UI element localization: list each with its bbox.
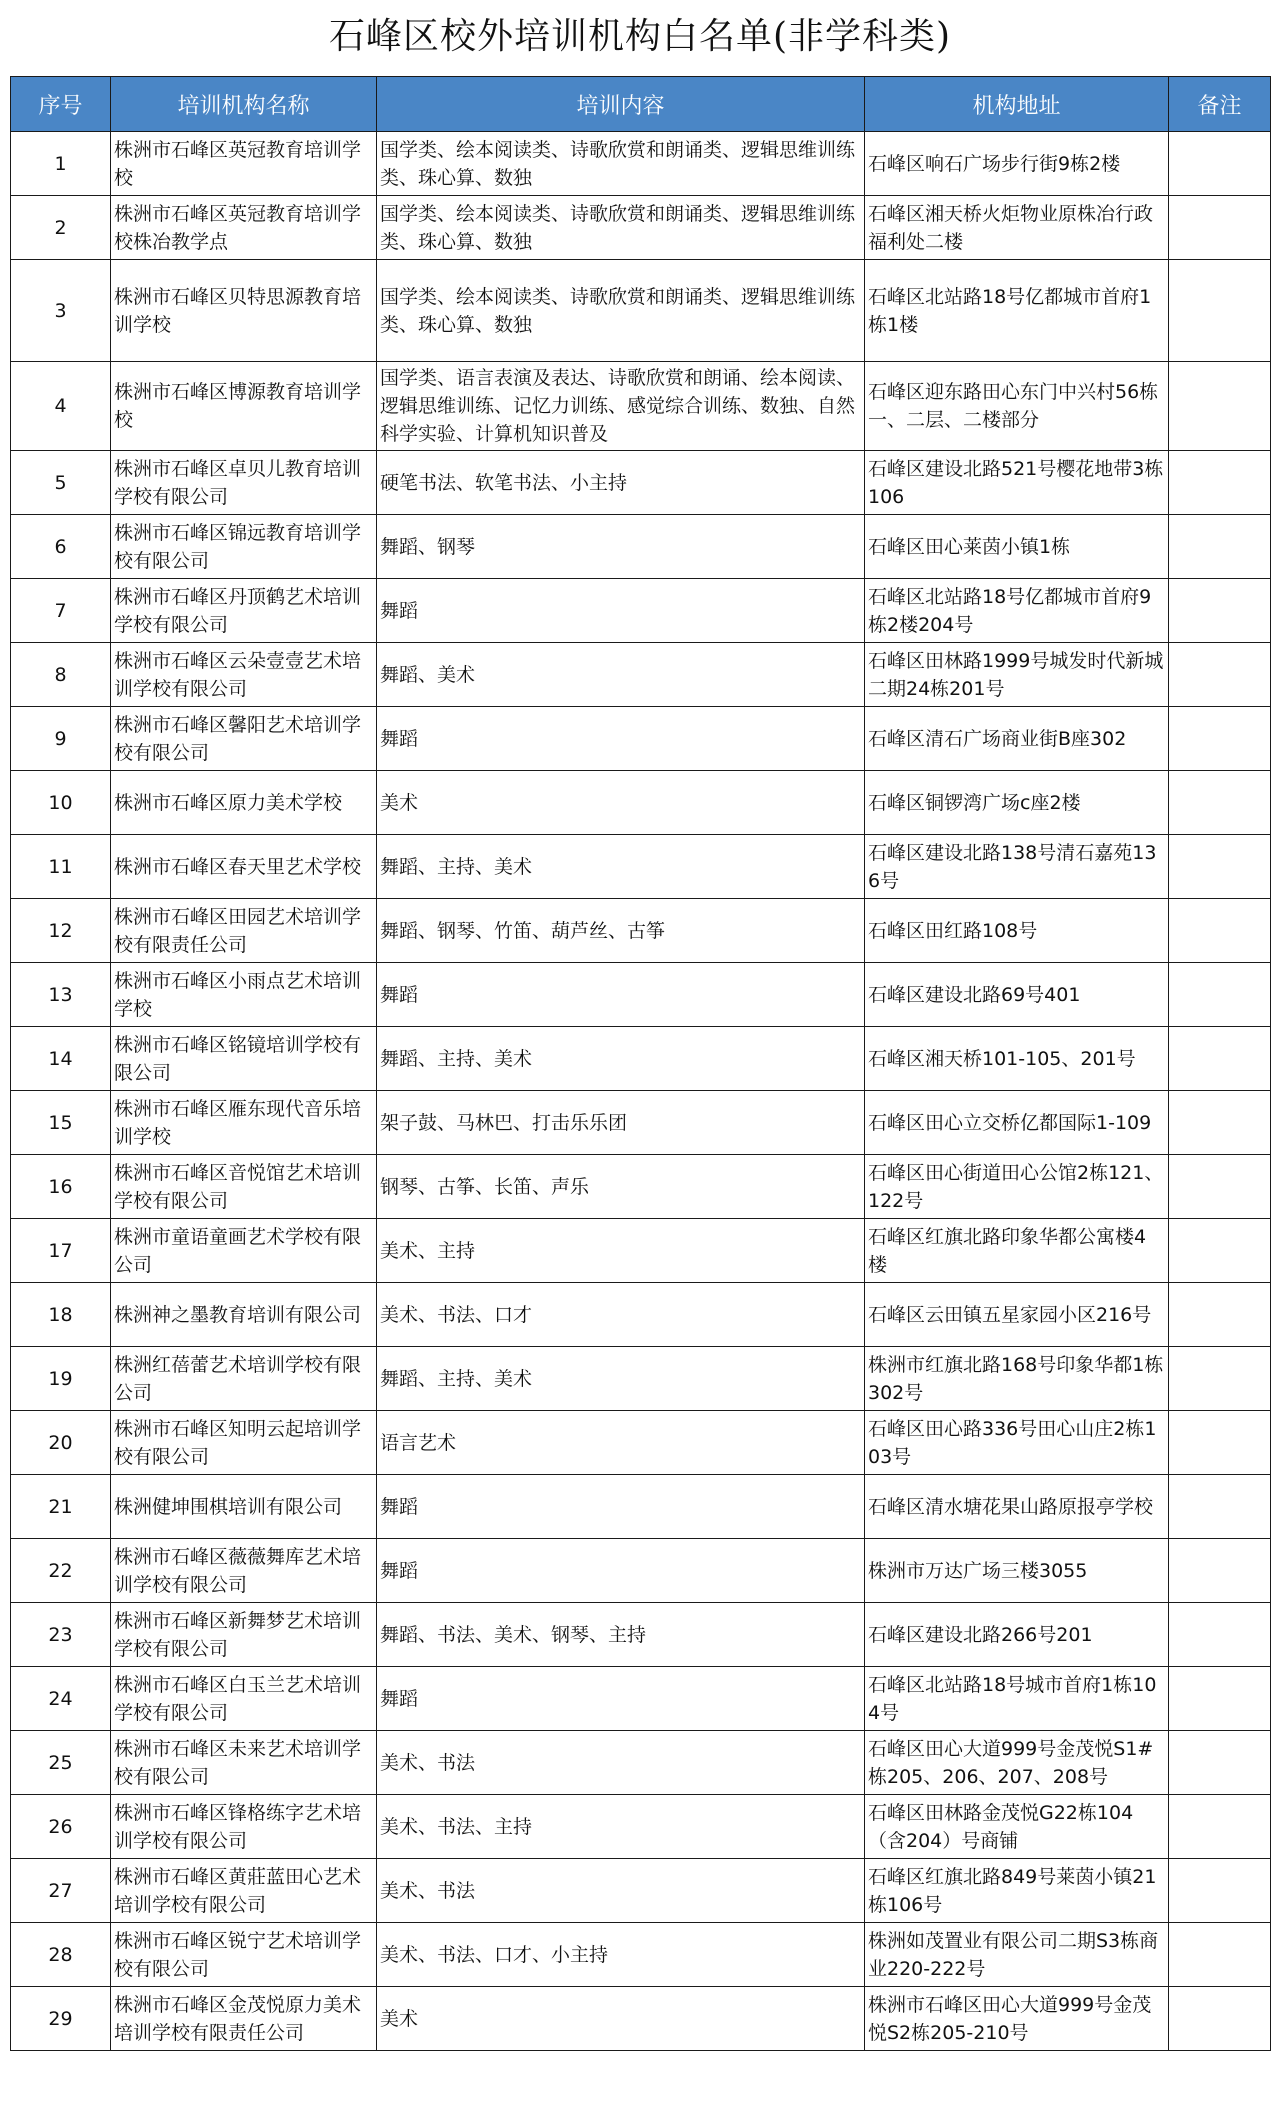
table-row bbox=[11, 1731, 1271, 1795]
table-row bbox=[11, 1859, 1271, 1923]
cell-name: 株洲市石峰区小雨点艺术培训学校 bbox=[111, 963, 377, 1027]
cell-note bbox=[1169, 1539, 1271, 1603]
table-row bbox=[11, 963, 1271, 1027]
cell-address: 石峰区湘天桥101-105、201号 bbox=[865, 1027, 1169, 1091]
cell-address: 石峰区田心莱茵小镇1栋 bbox=[865, 515, 1169, 579]
cell-no: 27 bbox=[11, 1859, 111, 1923]
cell-note bbox=[1169, 1091, 1271, 1155]
cell-name: 株洲市石峰区锦远教育培训学校有限公司 bbox=[111, 515, 377, 579]
table-row bbox=[11, 835, 1271, 899]
cell-content: 舞蹈 bbox=[377, 1475, 865, 1539]
cell-no: 28 bbox=[11, 1923, 111, 1987]
table-row bbox=[11, 515, 1271, 579]
cell-note bbox=[1169, 1219, 1271, 1283]
table-row bbox=[11, 1603, 1271, 1667]
cell-name: 株洲市石峰区铭镜培训学校有限公司 bbox=[111, 1027, 377, 1091]
cell-note bbox=[1169, 771, 1271, 835]
cell-content: 美术 bbox=[377, 771, 865, 835]
table-header bbox=[11, 77, 1271, 132]
cell-note bbox=[1169, 1603, 1271, 1667]
cell-address: 石峰区清石广场商业街B座302 bbox=[865, 707, 1169, 771]
cell-note bbox=[1169, 1731, 1271, 1795]
cell-content: 美术、书法、主持 bbox=[377, 1795, 865, 1859]
cell-content: 架子鼓、马林巴、打击乐乐团 bbox=[377, 1091, 865, 1155]
cell-content: 美术、主持 bbox=[377, 1219, 865, 1283]
cell-content: 舞蹈、主持、美术 bbox=[377, 835, 865, 899]
cell-no: 21 bbox=[11, 1475, 111, 1539]
cell-address: 石峰区田心街道田心公馆2栋121、122号 bbox=[865, 1155, 1169, 1219]
cell-content: 国学类、语言表演及表达、诗歌欣赏和朗诵、绘本阅读、逻辑思维训练、记忆力训练、感觉综合训练、数独、自然科学实验、计算机知识普及 bbox=[377, 362, 865, 451]
cell-no: 8 bbox=[11, 643, 111, 707]
table-row bbox=[11, 1219, 1271, 1283]
table-row bbox=[11, 1795, 1271, 1859]
cell-address: 石峰区田心路336号田心山庄2栋103号 bbox=[865, 1411, 1169, 1475]
cell-name: 株洲市石峰区贝特思源教育培训学校 bbox=[111, 260, 377, 362]
cell-note bbox=[1169, 707, 1271, 771]
cell-note bbox=[1169, 1795, 1271, 1859]
cell-content: 美术、书法、口才 bbox=[377, 1283, 865, 1347]
cell-name: 株洲市石峰区音悦馆艺术培训学校有限公司 bbox=[111, 1155, 377, 1219]
cell-name: 株洲市石峰区原力美术学校 bbox=[111, 771, 377, 835]
header-row bbox=[11, 77, 1271, 132]
cell-address: 石峰区田心立交桥亿都国际1-109 bbox=[865, 1091, 1169, 1155]
cell-name: 株洲市石峰区博源教育培训学校 bbox=[111, 362, 377, 451]
cell-address: 石峰区响石广场步行街9栋2楼 bbox=[865, 132, 1169, 196]
cell-no: 25 bbox=[11, 1731, 111, 1795]
cell-note bbox=[1169, 963, 1271, 1027]
cell-name: 株洲市石峰区锋格练字艺术培训学校有限公司 bbox=[111, 1795, 377, 1859]
table-row bbox=[11, 1475, 1271, 1539]
cell-no: 17 bbox=[11, 1219, 111, 1283]
cell-name: 株洲市石峰区田园艺术培训学校有限责任公司 bbox=[111, 899, 377, 963]
cell-no: 1 bbox=[11, 132, 111, 196]
header-address: 机构地址 bbox=[865, 77, 1169, 132]
cell-no: 18 bbox=[11, 1283, 111, 1347]
cell-no: 4 bbox=[11, 362, 111, 451]
cell-name: 株洲红蓓蕾艺术培训学校有限公司 bbox=[111, 1347, 377, 1411]
cell-no: 11 bbox=[11, 835, 111, 899]
cell-address: 石峰区迎东路田心东门中兴村56栋一、二层、二楼部分 bbox=[865, 362, 1169, 451]
table-row bbox=[11, 1539, 1271, 1603]
cell-name: 株洲市石峰区英冠教育培训学校株冶教学点 bbox=[111, 196, 377, 260]
table-row bbox=[11, 643, 1271, 707]
cell-content: 舞蹈、钢琴、竹笛、葫芦丝、古筝 bbox=[377, 899, 865, 963]
cell-note bbox=[1169, 1667, 1271, 1731]
cell-no: 12 bbox=[11, 899, 111, 963]
cell-no: 19 bbox=[11, 1347, 111, 1411]
cell-content: 舞蹈 bbox=[377, 1539, 865, 1603]
table-row bbox=[11, 1987, 1271, 2051]
cell-note bbox=[1169, 579, 1271, 643]
cell-name: 株洲市石峰区新舞梦艺术培训学校有限公司 bbox=[111, 1603, 377, 1667]
cell-content: 国学类、绘本阅读类、诗歌欣赏和朗诵类、逻辑思维训练类、珠心算、数独 bbox=[377, 260, 865, 362]
page-title: 石峰区校外培训机构白名单(非学科类) bbox=[328, 15, 952, 57]
table-row bbox=[11, 451, 1271, 515]
cell-no: 15 bbox=[11, 1091, 111, 1155]
cell-name: 株洲市石峰区英冠教育培训学校 bbox=[111, 132, 377, 196]
cell-no: 29 bbox=[11, 1987, 111, 2051]
cell-content: 舞蹈 bbox=[377, 1667, 865, 1731]
cell-no: 7 bbox=[11, 579, 111, 643]
cell-address: 石峰区田林路金茂悦G22栋104（含204）号商铺 bbox=[865, 1795, 1169, 1859]
cell-address: 石峰区清水塘花果山路原报亭学校 bbox=[865, 1475, 1169, 1539]
cell-note bbox=[1169, 1475, 1271, 1539]
cell-content: 舞蹈、美术 bbox=[377, 643, 865, 707]
cell-content: 舞蹈、主持、美术 bbox=[377, 1027, 865, 1091]
cell-content: 舞蹈、钢琴 bbox=[377, 515, 865, 579]
cell-content: 语言艺术 bbox=[377, 1411, 865, 1475]
cell-note bbox=[1169, 260, 1271, 362]
cell-name: 株洲市石峰区锐宁艺术培训学校有限公司 bbox=[111, 1923, 377, 1987]
cell-content: 舞蹈 bbox=[377, 707, 865, 771]
cell-no: 16 bbox=[11, 1155, 111, 1219]
cell-name: 株洲市石峰区白玉兰艺术培训学校有限公司 bbox=[111, 1667, 377, 1731]
cell-note bbox=[1169, 1283, 1271, 1347]
cell-note bbox=[1169, 1347, 1271, 1411]
cell-address: 石峰区铜锣湾广场c座2楼 bbox=[865, 771, 1169, 835]
cell-note bbox=[1169, 196, 1271, 260]
cell-content: 舞蹈、书法、美术、钢琴、主持 bbox=[377, 1603, 865, 1667]
cell-content: 舞蹈、主持、美术 bbox=[377, 1347, 865, 1411]
cell-content: 美术、书法、口才、小主持 bbox=[377, 1923, 865, 1987]
cell-name: 株洲健坤围棋培训有限公司 bbox=[111, 1475, 377, 1539]
cell-note bbox=[1169, 1923, 1271, 1987]
cell-name: 株洲市石峰区卓贝儿教育培训学校有限公司 bbox=[111, 451, 377, 515]
cell-note bbox=[1169, 899, 1271, 963]
cell-name: 株洲市石峰区薇薇舞库艺术培训学校有限公司 bbox=[111, 1539, 377, 1603]
table-row bbox=[11, 1283, 1271, 1347]
cell-address: 石峰区云田镇五星家园小区216号 bbox=[865, 1283, 1169, 1347]
cell-name: 株洲神之墨教育培训有限公司 bbox=[111, 1283, 377, 1347]
whitelist-table bbox=[10, 76, 1271, 2051]
cell-address: 石峰区北站路18号亿都城市首府9栋2楼204号 bbox=[865, 579, 1169, 643]
cell-no: 10 bbox=[11, 771, 111, 835]
table-row bbox=[11, 899, 1271, 963]
cell-note bbox=[1169, 1987, 1271, 2051]
table-row bbox=[11, 1347, 1271, 1411]
cell-no: 14 bbox=[11, 1027, 111, 1091]
cell-note bbox=[1169, 451, 1271, 515]
cell-content: 舞蹈 bbox=[377, 963, 865, 1027]
cell-address: 石峰区田红路108号 bbox=[865, 899, 1169, 963]
cell-content: 国学类、绘本阅读类、诗歌欣赏和朗诵类、逻辑思维训练类、珠心算、数独 bbox=[377, 132, 865, 196]
header-note: 备注 bbox=[1169, 77, 1271, 132]
cell-no: 9 bbox=[11, 707, 111, 771]
cell-name: 株洲市童语童画艺术学校有限公司 bbox=[111, 1219, 377, 1283]
cell-address: 株洲市石峰区田心大道999号金茂悦S2栋205-210号 bbox=[865, 1987, 1169, 2051]
cell-content: 美术、书法 bbox=[377, 1859, 865, 1923]
cell-address: 株洲市万达广场三楼3055 bbox=[865, 1539, 1169, 1603]
cell-address: 石峰区建设北路138号清石嘉苑136号 bbox=[865, 835, 1169, 899]
table-row bbox=[11, 132, 1271, 196]
cell-note bbox=[1169, 515, 1271, 579]
cell-content: 硬笔书法、软笔书法、小主持 bbox=[377, 451, 865, 515]
table-row bbox=[11, 1155, 1271, 1219]
cell-name: 株洲市石峰区金茂悦原力美术培训学校有限责任公司 bbox=[111, 1987, 377, 2051]
cell-address: 石峰区建设北路266号201 bbox=[865, 1603, 1169, 1667]
cell-no: 13 bbox=[11, 963, 111, 1027]
cell-name: 株洲市石峰区云朵壹壹艺术培训学校有限公司 bbox=[111, 643, 377, 707]
cell-name: 株洲市石峰区黄莊蓝田心艺术培训学校有限公司 bbox=[111, 1859, 377, 1923]
header-no: 序号 bbox=[11, 77, 111, 132]
table-row bbox=[11, 579, 1271, 643]
cell-address: 石峰区建设北路521号樱花地带3栋106 bbox=[865, 451, 1169, 515]
table-row bbox=[11, 260, 1271, 362]
cell-address: 株洲如茂置业有限公司二期S3栋商业220-222号 bbox=[865, 1923, 1169, 1987]
table-row bbox=[11, 362, 1271, 451]
table-body bbox=[11, 132, 1271, 2051]
cell-no: 23 bbox=[11, 1603, 111, 1667]
cell-address: 石峰区田林路1999号城发时代新城二期24栋201号 bbox=[865, 643, 1169, 707]
cell-no: 24 bbox=[11, 1667, 111, 1731]
table-row bbox=[11, 707, 1271, 771]
table-row bbox=[11, 1027, 1271, 1091]
cell-address: 株洲市红旗北路168号印象华都1栋302号 bbox=[865, 1347, 1169, 1411]
table-row bbox=[11, 1667, 1271, 1731]
cell-content: 舞蹈 bbox=[377, 579, 865, 643]
cell-note bbox=[1169, 362, 1271, 451]
cell-address: 石峰区红旗北路印象华都公寓楼4楼 bbox=[865, 1219, 1169, 1283]
table-row bbox=[11, 1091, 1271, 1155]
cell-no: 3 bbox=[11, 260, 111, 362]
cell-note bbox=[1169, 835, 1271, 899]
cell-note bbox=[1169, 132, 1271, 196]
cell-note bbox=[1169, 1027, 1271, 1091]
cell-address: 石峰区北站路18号城市首府1栋104号 bbox=[865, 1667, 1169, 1731]
cell-note bbox=[1169, 1411, 1271, 1475]
cell-no: 20 bbox=[11, 1411, 111, 1475]
cell-note bbox=[1169, 1155, 1271, 1219]
header-content: 培训内容 bbox=[377, 77, 865, 132]
cell-content: 国学类、绘本阅读类、诗歌欣赏和朗诵类、逻辑思维训练类、珠心算、数独 bbox=[377, 196, 865, 260]
table-row bbox=[11, 196, 1271, 260]
cell-name: 株洲市石峰区馨阳艺术培训学校有限公司 bbox=[111, 707, 377, 771]
cell-address: 石峰区红旗北路849号莱茵小镇21栋106号 bbox=[865, 1859, 1169, 1923]
table-row bbox=[11, 1411, 1271, 1475]
cell-content: 美术、书法 bbox=[377, 1731, 865, 1795]
cell-no: 2 bbox=[11, 196, 111, 260]
cell-content: 钢琴、古筝、长笛、声乐 bbox=[377, 1155, 865, 1219]
cell-no: 26 bbox=[11, 1795, 111, 1859]
cell-note bbox=[1169, 1859, 1271, 1923]
cell-no: 5 bbox=[11, 451, 111, 515]
header-name: 培训机构名称 bbox=[111, 77, 377, 132]
cell-name: 株洲市石峰区未来艺术培训学校有限公司 bbox=[111, 1731, 377, 1795]
cell-address: 石峰区湘天桥火炬物业原株冶行政福利处二楼 bbox=[865, 196, 1169, 260]
cell-name: 株洲市石峰区丹顶鹤艺术培训学校有限公司 bbox=[111, 579, 377, 643]
cell-name: 株洲市石峰区春天里艺术学校 bbox=[111, 835, 377, 899]
cell-name: 株洲市石峰区知明云起培训学校有限公司 bbox=[111, 1411, 377, 1475]
cell-note bbox=[1169, 643, 1271, 707]
cell-content: 美术 bbox=[377, 1987, 865, 2051]
cell-name: 株洲市石峰区雁东现代音乐培训学校 bbox=[111, 1091, 377, 1155]
cell-address: 石峰区田心大道999号金茂悦S1#栋205、206、207、208号 bbox=[865, 1731, 1169, 1795]
cell-no: 6 bbox=[11, 515, 111, 579]
table-row bbox=[11, 771, 1271, 835]
table-row bbox=[11, 1923, 1271, 1987]
cell-no: 22 bbox=[11, 1539, 111, 1603]
cell-address: 石峰区建设北路69号401 bbox=[865, 963, 1169, 1027]
cell-address: 石峰区北站路18号亿都城市首府1栋1楼 bbox=[865, 260, 1169, 362]
